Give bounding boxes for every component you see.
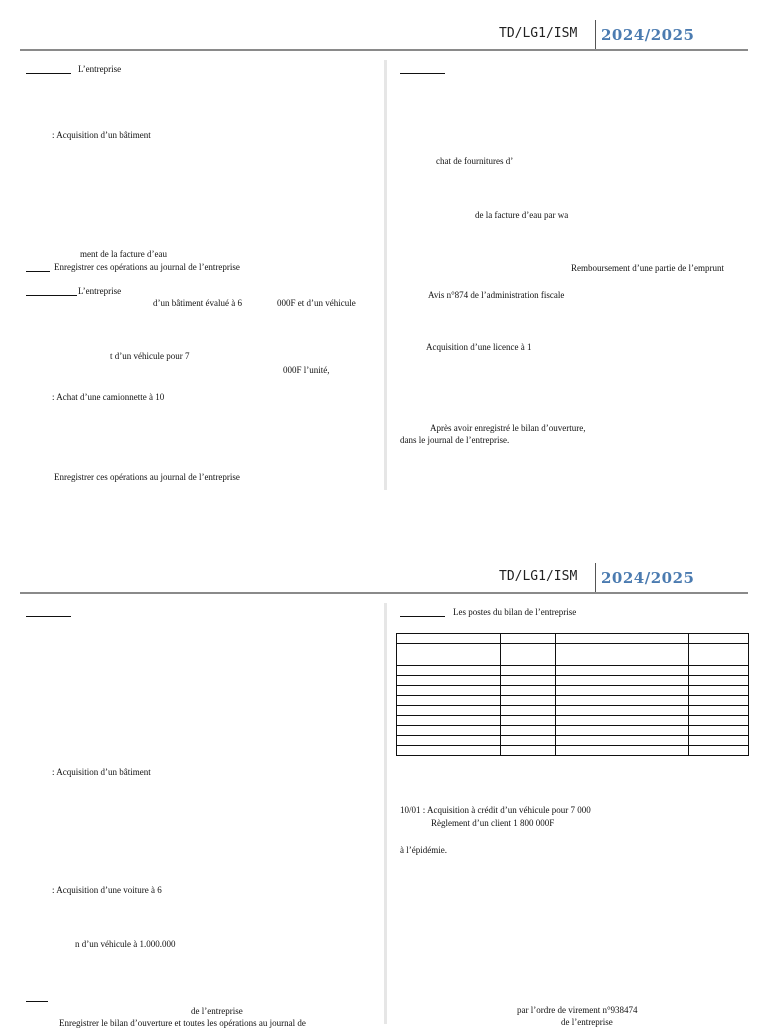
operation-line: Acquisition d’une licence à 1: [426, 342, 532, 352]
exercise-label-line: [26, 73, 71, 74]
table-cell: [689, 676, 749, 686]
table-cell: [501, 686, 556, 696]
table-row: [397, 706, 749, 716]
table-row: [397, 716, 749, 726]
operation-line: 10/01 : Acquisition à crédit d’un véhicule pour 7 000: [400, 805, 591, 815]
table-cell: [501, 676, 556, 686]
exercise-label-line: [26, 271, 50, 272]
header-separator: [595, 20, 596, 50]
table-cell: [501, 644, 556, 666]
operation-line: par l’ordre de virement n°938474: [517, 1005, 638, 1015]
table-cell: [501, 746, 556, 756]
table-row: [397, 666, 749, 676]
table-cell: [397, 736, 501, 746]
table-cell: [689, 726, 749, 736]
table-cell: [397, 666, 501, 676]
exercise-title: L’entreprise: [78, 286, 122, 296]
operation-line: Avis n°874 de l’administration fiscale: [428, 290, 565, 300]
operation-line: d’un bâtiment évalué à 6: [153, 298, 242, 308]
header-rule: [20, 592, 748, 594]
table-cell: [556, 736, 689, 746]
table-row: [397, 634, 749, 644]
operation-line: de la facture d’eau par wa: [475, 210, 569, 220]
table-cell: [556, 746, 689, 756]
operation-line: ment de la facture d’eau: [80, 249, 167, 259]
table-row: [397, 644, 749, 666]
table-cell: [397, 696, 501, 706]
table-cell: [556, 634, 689, 644]
operation-line: à l’épidémie.: [400, 845, 447, 855]
table-row: [397, 726, 749, 736]
table-cell: [556, 696, 689, 706]
table-cell: [501, 706, 556, 716]
exercise-label-line: [26, 1001, 48, 1002]
header-separator: [595, 563, 596, 593]
operation-line: dans le journal de l’entreprise.: [400, 435, 510, 445]
table-cell: [689, 706, 749, 716]
operation-line: 000F l’unité,: [283, 365, 330, 375]
table-cell: [501, 666, 556, 676]
table-cell: [556, 666, 689, 676]
table-cell: [689, 644, 749, 666]
table-cell: [397, 634, 501, 644]
table-cell: [397, 746, 501, 756]
table-cell: [556, 686, 689, 696]
operation-line: de l’entreprise: [191, 1006, 243, 1016]
table-cell: [501, 726, 556, 736]
operation-line: : Acquisition d’un bâtiment: [52, 767, 151, 777]
section-title: Les postes du bilan de l’entreprise: [453, 607, 577, 617]
table-cell: [689, 746, 749, 756]
column-divider: [384, 60, 387, 490]
table-cell: [556, 726, 689, 736]
table-cell: [689, 686, 749, 696]
header-year: 2024/2025: [601, 26, 695, 44]
table-cell: [689, 696, 749, 706]
table-cell: [556, 644, 689, 666]
operation-line: Remboursement d’une partie de l’emprunt: [571, 263, 724, 273]
table-cell: [501, 716, 556, 726]
exercise-title: L’entreprise: [78, 64, 122, 74]
operation-line: chat de fournitures d’: [436, 156, 514, 166]
table-cell: [397, 726, 501, 736]
table-cell: [397, 644, 501, 666]
operation-line: de l’entreprise: [561, 1017, 613, 1027]
exercise-label-line: [26, 616, 71, 617]
table-cell: [397, 686, 501, 696]
table-cell: [689, 634, 749, 644]
operation-line: t d’un véhicule pour 7: [110, 351, 190, 361]
operation-line: Règlement d’un client 1 800 000F: [431, 818, 555, 828]
table-cell: [397, 706, 501, 716]
instruction-text: Enregistrer ces opérations au journal de l’entreprise: [54, 472, 240, 482]
table-cell: [689, 666, 749, 676]
table-cell: [689, 736, 749, 746]
header-rule: [20, 49, 748, 51]
table-cell: [501, 634, 556, 644]
table-row: [397, 696, 749, 706]
column-divider: [384, 603, 387, 1024]
table-cell: [689, 716, 749, 726]
operation-line: Après avoir enregistré le bilan d’ouverture,: [430, 423, 586, 433]
header-year: 2024/2025: [601, 569, 695, 587]
header-code: TD/LG1/ISM: [499, 569, 578, 584]
table-cell: [501, 696, 556, 706]
operation-line: n d’un véhicule à 1.000.000: [75, 939, 176, 949]
table-cell: [501, 736, 556, 746]
table-row: [397, 676, 749, 686]
table-cell: [556, 716, 689, 726]
exercise-label-line: [400, 73, 445, 74]
table-row: [397, 746, 749, 756]
table-row: [397, 686, 749, 696]
table-cell: [397, 716, 501, 726]
operation-line: : Acquisition d’une voiture à 6: [52, 885, 162, 895]
exercise-label-line: [400, 616, 445, 617]
instruction-text: Enregistrer le bilan d’ouverture et toutes les opérations au journal de: [59, 1018, 306, 1028]
balance-sheet-table: [396, 633, 749, 756]
operation-line: : Achat d’une camionnette à 10: [52, 392, 165, 402]
table-cell: [556, 676, 689, 686]
table-cell: [556, 706, 689, 716]
table-cell: [397, 676, 501, 686]
operation-line: 000F et d’un véhicule: [277, 298, 356, 308]
operation-line: : Acquisition d’un bâtiment: [52, 130, 151, 140]
exercise-label-line: [26, 295, 77, 296]
table-row: [397, 736, 749, 746]
header-code: TD/LG1/ISM: [499, 26, 578, 41]
instruction-text: Enregistrer ces opérations au journal de l’entreprise: [54, 262, 240, 272]
